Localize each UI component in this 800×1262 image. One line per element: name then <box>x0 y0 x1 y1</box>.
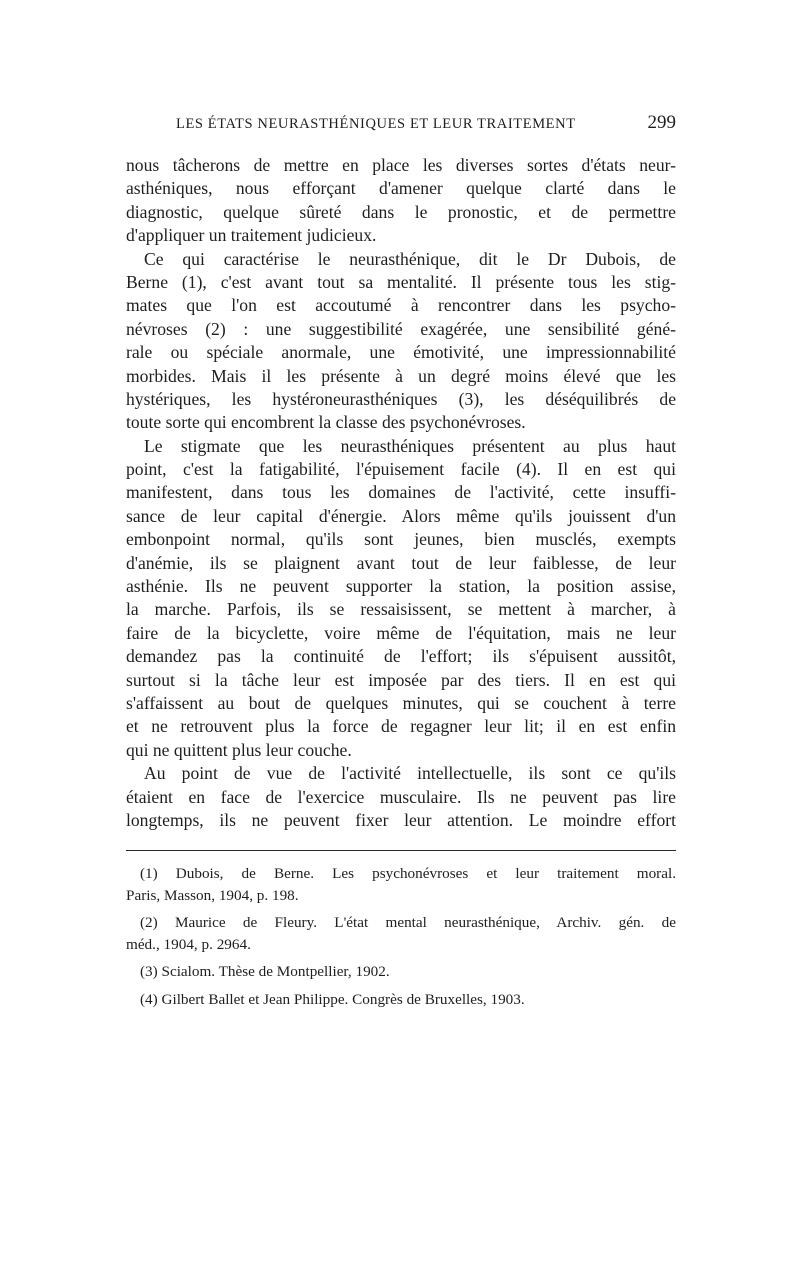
footnote-line: (1) Dubois, de Berne. Les psychonévroses et leur traitement moral. <box>140 865 676 883</box>
body-line: d'appliquer un traitement judicieux. <box>126 225 377 246</box>
body-line: Berne (1), c'est avant tout sa mentalité. Il présente tous les stig- <box>126 271 676 292</box>
body-line: manifestent, dans tous les domaines de l'activité, cette insuffi- <box>126 482 676 503</box>
running-title: LES ÉTATS NEURASTHÉNIQUES ET LEUR TRAITEMENT <box>176 116 576 132</box>
body-line: point, c'est la fatigabilité, l'épuisement facile (4). Il en est qui <box>126 459 676 480</box>
body-line: s'affaissent au bout de quelques minutes, qui se couchent à terre <box>126 692 676 713</box>
body-line: Ce qui caractérise le neurasthénique, dit le Dr Dubois, de <box>144 248 676 269</box>
footnote-4 <box>126 989 676 1011</box>
body-line: hystériques, les hystéroneurasthéniques (3), les déséquilibrés de <box>126 388 676 409</box>
body-line: asthénie. Ils ne peuvent supporter la station, la position assise, <box>126 576 676 597</box>
footnote-1 <box>126 863 676 906</box>
body-line: asthéniques, nous efforçant d'amener quelque clarté dans le <box>126 178 676 199</box>
footnote-line: (3) Scialom. Thèse de Montpellier, 1902. <box>140 963 390 981</box>
body-text <box>126 154 676 832</box>
footnote-line: (2) Maurice de Fleury. L'état mental neurasthénique, Archiv. gén. de <box>140 914 676 932</box>
footnotes <box>126 863 676 1010</box>
body-line: sance de leur capital d'énergie. Alors même qu'ils jouissent d'un <box>126 505 676 526</box>
footnote-line: méd., 1904, p. 2964. <box>126 935 251 953</box>
body-line: qui ne quittent plus leur couche. <box>126 739 352 760</box>
running-head <box>126 110 676 140</box>
body-line: embonpoint normal, qu'ils sont jeunes, bien musclés, exempts <box>126 529 676 550</box>
body-line: névroses (2) : une suggestibilité exagérée, une sensibilité géné- <box>126 318 676 339</box>
body-line: rale ou spéciale anormale, une émotivité, une impressionnabilité <box>126 342 676 363</box>
body-line: demandez pas la continuité de l'effort; ils s'épuisent aussitôt, <box>126 646 676 667</box>
footnote-divider <box>126 850 676 851</box>
body-line: d'anémie, ils se plaignent avant tout de leur faiblesse, de leur <box>126 552 676 573</box>
page-number: 299 <box>647 112 676 133</box>
book-page <box>126 110 676 1016</box>
footnote-2 <box>126 912 676 955</box>
body-line: et ne retrouvent plus la force de regagner leur lit; il en est enfin <box>126 716 676 737</box>
body-line: diagnostic, quelque sûreté dans le pronostic, et de permettre <box>126 201 676 222</box>
body-line: longtemps, ils ne peuvent fixer leur attention. Le moindre effort <box>126 809 676 830</box>
footnote-line: Paris, Masson, 1904, p. 198. <box>126 886 299 904</box>
body-line: Au point de vue de l'activité intellectuelle, ils sont ce qu'ils <box>144 763 676 784</box>
body-line: morbides. Mais il les présente à un degré moins élevé que les <box>126 365 676 386</box>
footnote-3 <box>126 961 676 983</box>
body-line: nous tâcherons de mettre en place les diverses sortes d'états neur- <box>126 155 676 175</box>
body-line: la marche. Parfois, ils se ressaisissent, se mettent à marcher, à <box>126 599 676 620</box>
footnote-line: (4) Gilbert Ballet et Jean Philippe. Congrès de Bruxelles, 1903. <box>140 990 525 1008</box>
body-line: surtout si la tâche leur est imposée par des tiers. Il en est qui <box>126 669 676 690</box>
body-line: mates que l'on est accoutumé à rencontrer dans les psycho- <box>126 295 676 316</box>
body-line: étaient en face de l'exercice musculaire. Ils ne peuvent pas lire <box>126 786 676 807</box>
body-line: faire de la bicyclette, voire même de l'équitation, mais ne leur <box>126 622 676 643</box>
body-line: Le stigmate que les neurasthéniques présentent au plus haut <box>144 435 676 456</box>
body-line: toute sorte qui encombrent la classe des psychonévroses. <box>126 412 526 433</box>
